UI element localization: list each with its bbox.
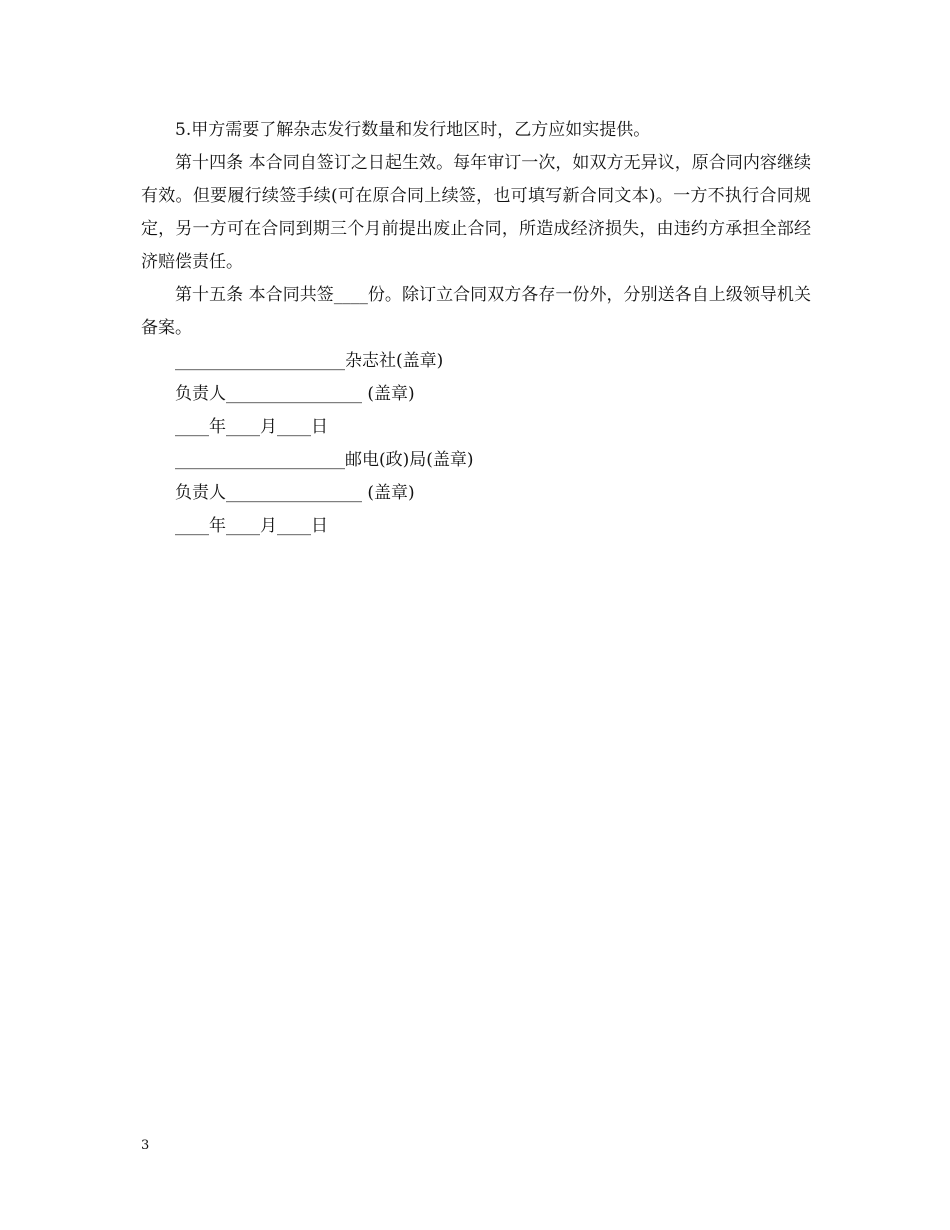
- paragraph-article-15: 第十五条 本合同共签____份。除订立合同双方各存一份外，分别送各自上级领导机关备案。: [141, 285, 811, 338]
- signature-line-magazine-date: ____年____月____日: [175, 417, 328, 437]
- paragraph-clause-5: 5.甲方需要了解杂志发行数量和发行地区时，乙方应如实提供。: [175, 120, 651, 140]
- page-number: 3: [141, 1138, 150, 1153]
- signature-line-magazine-seal: ____________________杂志社(盖章): [175, 351, 444, 371]
- signature-line-post-office-date: ____年____月____日: [175, 516, 328, 536]
- signature-line-magazine-person: 负责人________________ (盖章): [175, 384, 415, 404]
- signature-line-post-office-seal: ____________________邮电(政)局(盖章): [175, 450, 474, 470]
- signature-line-post-office-person: 负责人________________ (盖章): [175, 483, 415, 503]
- paragraph-article-14: 第十四条 本合同自签订之日起生效。每年审订一次，如双方无异议，原合同内容继续有效。但要履行续签手续(可在原合同上续签，也可填写新合同文本)。一方不执行合同规定，另一方可在合同到期三个月前提出废止合同，所造成经济损失，由违约方承担全部经济赔偿责任。: [141, 153, 811, 272]
- document-body: [141, 114, 811, 543]
